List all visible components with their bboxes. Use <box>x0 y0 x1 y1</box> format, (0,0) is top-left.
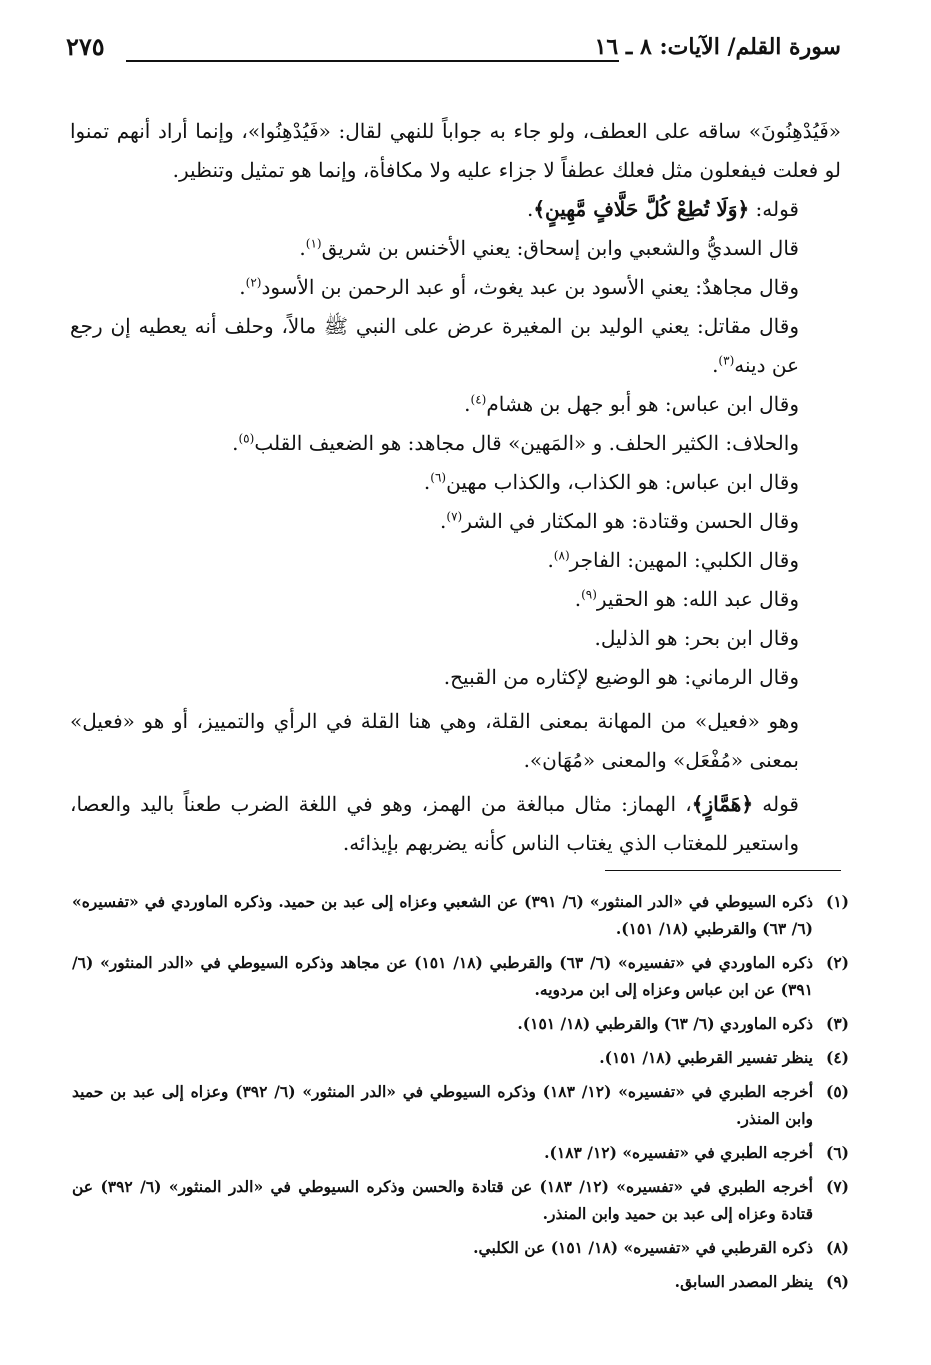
main-text <box>70 112 841 863</box>
paragraph: «فَيُدْهِنُونَ» ساقه على العطف، ولو جاء به جواباً للنهي لقال: «فَيُدْهِنُوا»، وإنما أراد أنهم تمنوا لو فعلت فيفعلون مثل فعلك عطفاً لا جزاء عليه ولا مكافأة، وإنما هو تمثيل وتنظير. <box>70 119 841 182</box>
period: . <box>526 197 534 221</box>
paragraph: وهو «فعيل» من المهانة بمعنى القلة، وهي هنا القلة في الرأي والتمييز، أو هو «فعيل» بمعنى «مُفْعَل» والمعنى «مُهَان». <box>70 709 799 772</box>
paragraph: وقال الرماني: هو الوضيع لإكثاره من القبيح. <box>443 665 799 689</box>
footnote-number: (٦) <box>825 1143 849 1162</box>
period: . <box>299 236 306 260</box>
footnote <box>72 1010 849 1037</box>
quran-verse: ﴿هَمَّازٍ﴾ <box>691 792 754 816</box>
footnote-ref[interactable]: (٧) <box>446 509 463 524</box>
footnote-ref[interactable]: (٨) <box>553 548 570 563</box>
paragraph <box>70 541 841 580</box>
paragraph <box>70 785 841 863</box>
paragraph <box>70 424 841 463</box>
paragraph <box>70 502 841 541</box>
quran-verse: ﴿وَلَا تُطِعْ كُلَّ حَلَّافٍ مَّهِينٍ﴾ <box>533 197 750 221</box>
footnote-text: ذكره السيوطي في «الدر المنثور» (٦/ ٣٩١) عن الشعبي وعزاه إلى عبد بن حميد. وذكره الماوردي في «تفسيره» (٦/ ٦٣) والقرطبي (١٨/ ١٥١). <box>72 892 813 938</box>
verse-quote-paragraph <box>70 190 841 229</box>
footnote-separator <box>605 870 841 871</box>
footnote <box>72 949 849 1003</box>
period: . <box>712 353 719 377</box>
footnote-text: أخرجه الطبري في «تفسيره» (١٢/ ١٨٣) عن قتادة والحسن وذكره السيوطي في «الدر المنثور» (٦/ ٣٩٢) عن قتادة وعزاه إلى عبد بن حميد وابن المنذر. <box>72 1177 813 1223</box>
header-rule <box>126 60 619 62</box>
footnote-ref[interactable]: (٣) <box>718 353 735 368</box>
page-number: ٢٧٥ <box>66 32 105 61</box>
text: وقال الحسن وقتادة: هو المكثار في الشر <box>462 509 799 533</box>
lead-text: قوله <box>753 792 799 816</box>
footnote-text: ذكره الماوردي في «تفسيره» (٦/ ٦٣) والقرطبي (١٨/ ١٥١) عن مجاهد وذكره السيوطي في «الدر المنثور» (٦/ ٣٩١) عن ابن عباس وعزاه إلى ابن مردويه. <box>72 953 814 999</box>
period: . <box>423 470 431 494</box>
text: قال السديُّ والشعبي وابن إسحاق: يعني الأخنس بن شريق <box>321 236 799 260</box>
footnote-number: (٧) <box>825 1177 849 1196</box>
text: وقال عبد الله: هو الحقير <box>596 587 799 611</box>
footnote <box>72 1173 849 1227</box>
footnote <box>72 888 849 942</box>
paragraph <box>70 463 841 502</box>
period: . <box>574 587 582 611</box>
lead-text: قوله: <box>749 197 799 221</box>
paragraph <box>70 307 841 385</box>
footnote-number: (٨) <box>825 1238 849 1257</box>
footnote-text: ينظر المصدر السابق. <box>674 1272 813 1291</box>
period: . <box>440 509 447 533</box>
footnote <box>72 1078 849 1132</box>
paragraph <box>70 580 841 619</box>
footnote-text: ذكره الماوردي (٦/ ٦٣) والقرطبي (١٨/ ١٥١). <box>517 1014 813 1033</box>
page-header <box>66 30 841 70</box>
footnote-text: ينظر تفسير القرطبي (١٨/ ١٥١). <box>599 1048 813 1067</box>
footnote-ref[interactable]: (٦) <box>430 470 447 485</box>
paragraph <box>70 268 841 307</box>
period: . <box>547 548 554 572</box>
paragraph <box>70 385 841 424</box>
period: . <box>239 275 246 299</box>
footnote <box>72 1268 849 1295</box>
paragraph: وقال ابن بحر: هو الذليل. <box>594 626 799 650</box>
footnote-ref[interactable]: (٥) <box>238 431 255 446</box>
footnotes <box>72 888 849 1302</box>
footnote-number: (٥) <box>825 1082 849 1101</box>
running-title: سورة القلم/ الآيات: ٨ ـ ١٦ <box>594 34 841 60</box>
footnote <box>72 1044 849 1071</box>
paragraph <box>70 229 841 268</box>
footnote-number: (١) <box>825 892 849 911</box>
period: . <box>232 431 239 455</box>
text: وقال مقاتل: يعني الوليد بن المغيرة عرض على النبي ﷺ مالاً، وحلف أنه يعطيه إن رجع عن دينه <box>70 314 799 377</box>
text: ، الهماز: مثال مبالغة من الهمز، وهو في اللغة الضرب طعناً باليد والعصا، واستعير للمغتاب الذي يغتاب الناس كأنه يضربهم بإيذائه. <box>70 792 799 855</box>
text: وقال ابن عباس: هو الكذاب، والكذاب مهين <box>446 470 799 494</box>
footnote-number: (٣) <box>825 1014 849 1033</box>
footnote-ref[interactable]: (١) <box>305 236 322 251</box>
footnote-text: ذكره القرطبي في «تفسيره» (١٨/ ١٥١) عن الكلبي. <box>473 1238 813 1257</box>
text: وقال مجاهدٌ: يعني الأسود بن عبد يغوث، أو عبد الرحمن بن الأسود <box>261 275 799 299</box>
footnote-ref[interactable]: (٤) <box>470 392 487 407</box>
footnote-text: أخرجه الطبري في «تفسيره» (١٢/ ١٨٣) وذكره السيوطي في «الدر المنثور» (٦/ ٣٩٢) وعزاه إلى عبد بن حميد وابن المنذر. <box>72 1082 814 1128</box>
footnote-ref[interactable]: (٩) <box>581 587 597 602</box>
text: وقال ابن عباس: هو أبو جهل بن هشام <box>486 392 799 416</box>
text: والحلاف: الكثير الحلف. و «المَهين» قال مجاهد: هو الضعيف القلب <box>254 431 799 455</box>
footnote-text: أخرجه الطبري في «تفسيره» (١٢/ ١٨٣). <box>544 1143 813 1162</box>
footnote <box>72 1234 849 1261</box>
period: . <box>464 392 471 416</box>
footnote-ref[interactable]: (٢) <box>245 275 262 290</box>
footnote-number: (٤) <box>825 1048 849 1067</box>
text: وقال الكلبي: المهين: الفاجر <box>569 548 799 572</box>
footnote-number: (٩) <box>825 1272 849 1291</box>
footnote-number: (٢) <box>825 953 849 972</box>
footnote <box>72 1139 849 1166</box>
